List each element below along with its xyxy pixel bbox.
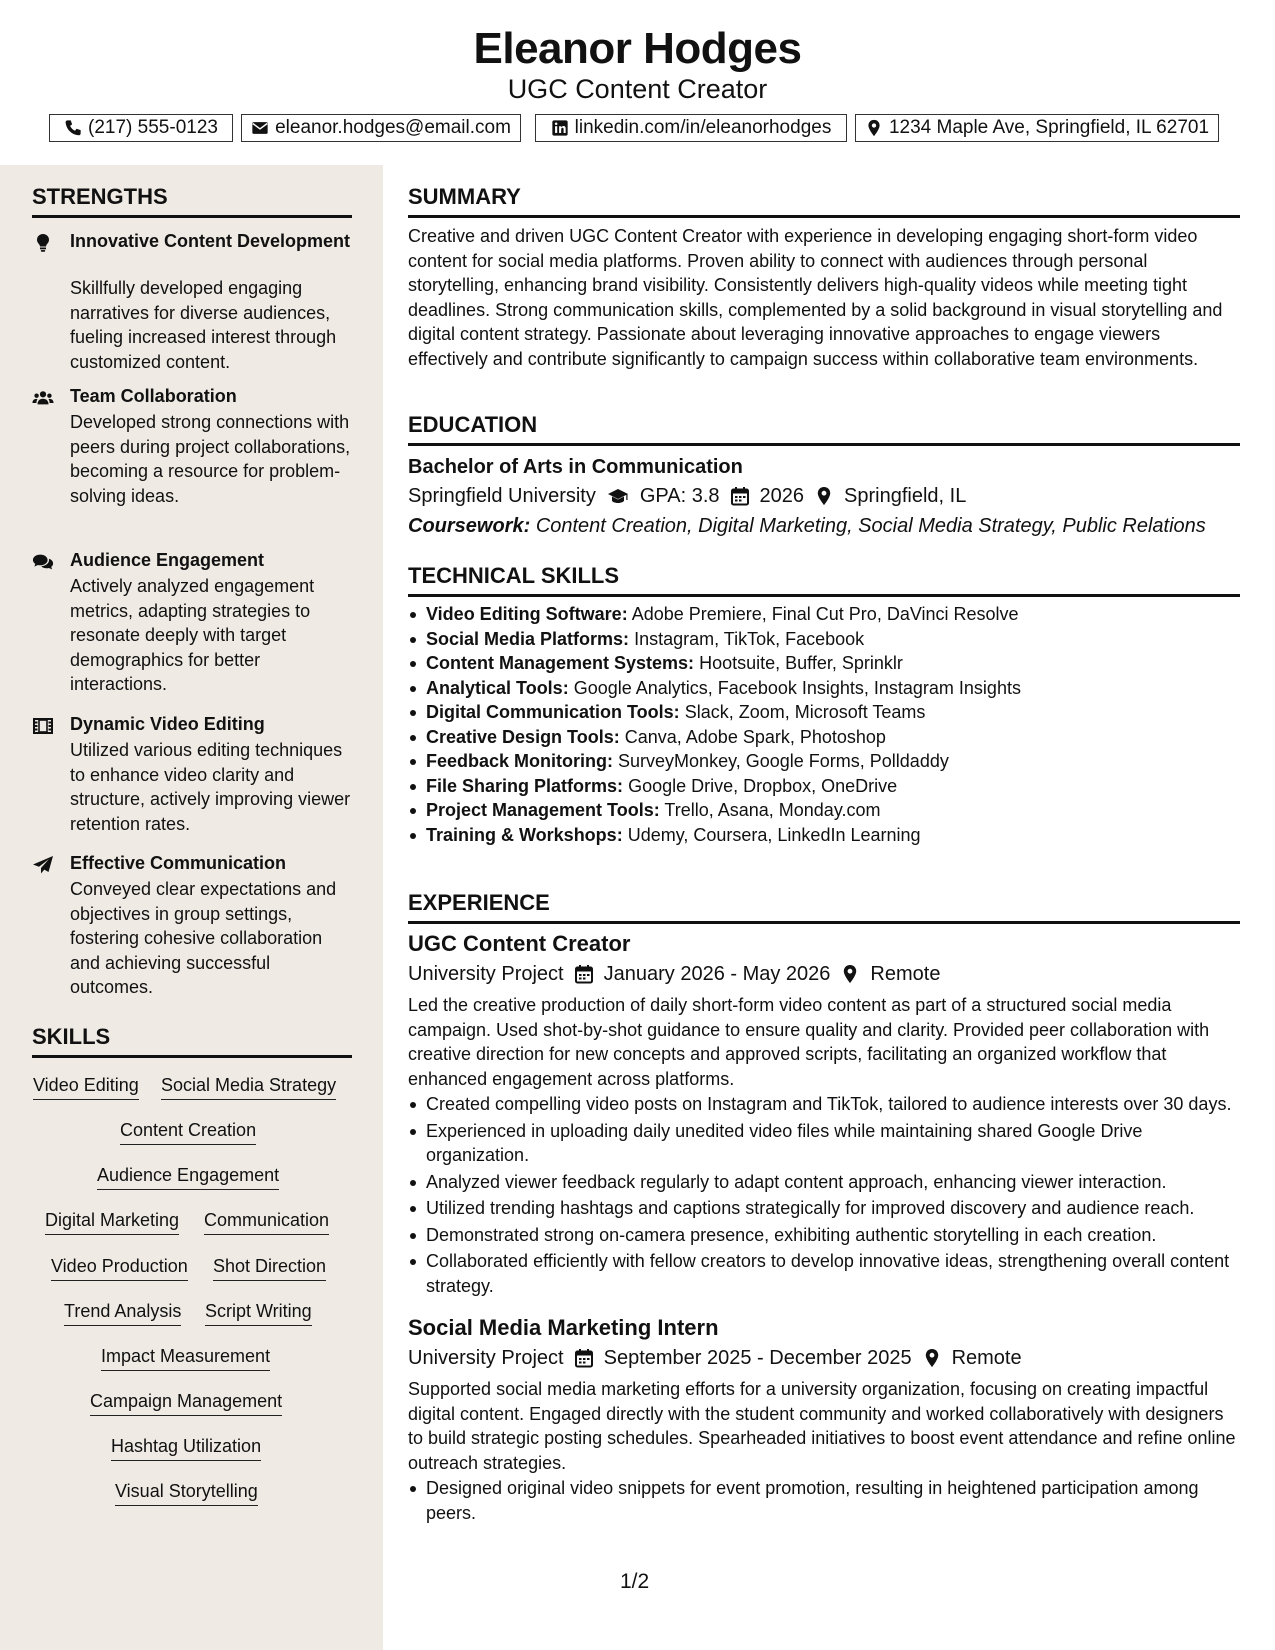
job-bullet: Utilized trending hashtags and captions strategically for improved discovery and audience reach. (426, 1196, 1240, 1221)
calendar-icon (574, 1348, 594, 1368)
graduation-year: 2026 (759, 485, 805, 507)
skill-tag: Trend Analysis (64, 1299, 181, 1326)
tech-skill-item (426, 798, 1240, 823)
strength-desc: Actively analyzed engagement metrics, adapting strategies to resonate deeply with target demographics for better interactions. (70, 576, 315, 694)
phone-icon (64, 119, 82, 137)
skills-heading: SKILLS (32, 1023, 352, 1058)
contact-address (855, 114, 1219, 142)
job-description: Led the creative production of daily short-form video content as part of a structured social media campaign. Used shot-by-shot guidance to ensure quality and clarity. Provided peer collaboration with creative direction for new concepts and approved scripts, facilitating an organized workflow that enhanced engagement across platforms. (408, 995, 1210, 1089)
tech-skill-item (426, 651, 1240, 676)
education-heading: EDUCATION (408, 411, 1240, 446)
job-entry (408, 930, 1240, 1298)
experience-heading: EXPERIENCE (408, 889, 1240, 924)
technical-skills-heading: TECHNICAL SKILLS (408, 562, 1240, 597)
job-bullet: Designed original video snippets for event promotion, resulting in heightened participation among peers. (426, 1476, 1240, 1525)
contact-linkedin[interactable] (535, 114, 847, 142)
technical-skills-section (408, 562, 1240, 847)
skill-tag: Campaign Management (90, 1389, 282, 1416)
job-dates: September 2025 - December 2025 (603, 1347, 912, 1369)
strengths-list (32, 231, 352, 997)
skill-tag: Impact Measurement (101, 1344, 270, 1371)
job-bullet: Experienced in uploading daily unedited video files while maintaining shared Google Drive organization. (426, 1119, 1240, 1168)
film-icon (32, 716, 56, 738)
skill-tag: Video Production (51, 1254, 188, 1281)
skills-section (32, 1023, 352, 1058)
tech-skill-item (426, 823, 1240, 848)
strengths-section (32, 183, 352, 218)
technical-skills-list (408, 602, 1240, 847)
job-org: University Project (408, 1347, 564, 1369)
job-entry (408, 1314, 1240, 1525)
education-meta (408, 483, 1240, 509)
strength-desc: Conveyed clear expectations and objectives in group settings, fostering cohesive collaboration and achieving successful outcomes. (70, 879, 337, 997)
tech-skill-value: Google Drive, Dropbox, OneDrive (628, 775, 898, 796)
summary-text: Creative and driven UGC Content Creator with experience in developing engaging short-form video content for social media platforms. Proven ability to connect with audiences through personal storytelling, enhancing brand visibility. Consistently delivers high-quality videos while meeting tight deadlines. Strong communication skills, complemented by a solid background in visual storytelling and digital content strategy. Passionate about leveraging innovative approaches to engage viewers effectively and contribute significantly to campaign success within collaborative team environments. (408, 226, 1223, 369)
strength-title: Dynamic Video Editing (70, 714, 265, 734)
tech-skill-value: Hootsuite, Buffer, Sprinklr (699, 653, 903, 673)
strengths-heading: STRENGTHS (32, 183, 352, 218)
phone-text: (217) 555-0123 (88, 117, 218, 138)
sidebar (0, 165, 383, 1650)
tech-skill-item (426, 676, 1240, 701)
skill-tag: Content Creation (120, 1118, 256, 1145)
coursework-list: Content Creation, Digital Marketing, Social Media Strategy, Public Relations (535, 515, 1206, 537)
strength-title: Effective Communication (70, 853, 287, 873)
contact-row (0, 114, 1275, 144)
page-number: 1/2 (620, 1570, 650, 1593)
tech-skill-item (426, 725, 1240, 750)
job-org: University Project (408, 963, 564, 985)
skill-tag: Script Writing (205, 1299, 312, 1326)
tech-skill-item (426, 700, 1240, 725)
job-bullet: Demonstrated strong on-camera presence, exhibiting authentic storytelling in each creation. (426, 1223, 1240, 1248)
tech-skill-label: Digital Communication Tools: (426, 702, 680, 722)
school-name: Springfield University (408, 485, 596, 507)
tech-skill-value: Canva, Adobe Spark, Photoshop (624, 726, 886, 747)
tech-skill-label: Creative Design Tools: (426, 726, 620, 747)
tech-skill-item (426, 602, 1240, 627)
job-location: Remote (870, 963, 941, 985)
skill-tag: Communication (204, 1208, 329, 1235)
paper-plane-icon (32, 855, 56, 877)
tech-skill-value: SurveyMonkey, Google Forms, Polldaddy (618, 751, 949, 771)
skills-list (32, 1073, 352, 1643)
skill-tag: Visual Storytelling (115, 1479, 258, 1506)
skill-tag: Audience Engagement (97, 1163, 279, 1190)
contact-phone[interactable] (49, 114, 233, 142)
tech-skill-value: Google Analytics, Facebook Insights, Instagram Insights (573, 677, 1021, 698)
job-meta (408, 1345, 1240, 1371)
strength-title: Innovative Content Development (70, 231, 351, 251)
contact-email[interactable] (241, 114, 521, 142)
candidate-name: Eleanor Hodges (473, 24, 802, 73)
tech-skill-item (426, 774, 1240, 799)
coursework-label: Coursework: (408, 515, 531, 537)
lightbulb-icon (32, 233, 56, 255)
coursework (408, 513, 1240, 539)
tech-skill-label: File Sharing Platforms: (426, 775, 624, 796)
tech-skill-label: Feedback Monitoring: (426, 751, 614, 771)
strength-title: Team Collaboration (70, 386, 237, 406)
linkedin-text: linkedin.com/in/eleanorhodges (574, 117, 832, 138)
tech-skill-value: Adobe Premiere, Final Cut Pro, DaVinci Resolve (631, 604, 1019, 624)
job-bullets (408, 1092, 1240, 1298)
location-pin-icon (922, 1348, 942, 1368)
graduation-cap-icon (606, 486, 630, 506)
users-icon (32, 388, 56, 410)
email-text: eleanor.hodges@email.com (275, 117, 511, 138)
location-pin-icon (840, 964, 860, 984)
summary-section (408, 183, 1240, 371)
gpa-text: GPA: 3.8 (639, 485, 720, 507)
skill-tag: Shot Direction (213, 1254, 326, 1281)
job-title: UGC Content Creator (408, 931, 631, 956)
degree-title: Bachelor of Arts in Communication (408, 456, 743, 478)
calendar-icon (730, 486, 750, 506)
tech-skill-value: Trello, Asana, Monday.com (664, 800, 881, 820)
skill-tag: Video Editing (33, 1073, 139, 1100)
job-meta (408, 961, 1240, 987)
job-bullet: Analyzed viewer feedback regularly to adapt content approach, enhancing viewer interaction. (426, 1170, 1240, 1195)
tech-skill-label: Content Management Systems: (426, 653, 695, 673)
location-pin-icon (865, 119, 883, 137)
tech-skill-label: Social Media Platforms: (426, 628, 630, 649)
job-bullets (408, 1476, 1240, 1525)
skill-tag: Digital Marketing (45, 1208, 179, 1235)
tech-skill-value: Instagram, TikTok, Facebook (634, 628, 865, 649)
location-pin-icon (814, 486, 834, 506)
resume-header (0, 0, 1275, 160)
job-bullet: Collaborated efficiently with fellow creators to develop innovative ideas, strengthening overall content strategy. (426, 1249, 1240, 1298)
strength-title: Audience Engagement (70, 550, 265, 570)
calendar-icon (574, 964, 594, 984)
education-section (408, 411, 1240, 539)
job-dates: January 2026 - May 2026 (603, 963, 831, 985)
skill-tag: Social Media Strategy (161, 1073, 336, 1100)
job-description: Supported social media marketing efforts for a university organization, focusing on creating impactful digital content. Engaged directly with the student community and worked collaboratively with designers to build strategic posting schedules. Spearheaded initiatives to boost event attendance and refine online outreach strategies. (408, 1379, 1236, 1473)
tech-skill-label: Video Editing Software: (426, 604, 628, 624)
summary-heading: SUMMARY (408, 183, 1240, 218)
tech-skill-label: Training & Workshops: (426, 824, 623, 845)
candidate-title: UGC Content Creator (507, 74, 768, 104)
tech-skill-item (426, 627, 1240, 652)
tech-skill-label: Project Management Tools: (426, 800, 660, 820)
job-title: Social Media Marketing Intern (408, 1315, 719, 1340)
tech-skill-value: Udemy, Coursera, LinkedIn Learning (627, 824, 921, 845)
strength-desc: Utilized various editing techniques to enhance video clarity and structure, actively improving viewer retention rates. (70, 740, 351, 834)
comments-icon (32, 552, 56, 574)
skill-tag: Hashtag Utilization (111, 1434, 261, 1461)
strength-desc: Developed strong connections with peers during project collaborations, becoming a resource for problem-solving ideas. (70, 412, 351, 506)
job-bullet: Created compelling video posts on Instagram and TikTok, tailored to audience interests over 30 days. (426, 1092, 1240, 1117)
envelope-icon (251, 119, 269, 137)
tech-skill-label: Analytical Tools: (426, 677, 569, 698)
experience-section (408, 889, 1240, 1525)
address-text: 1234 Maple Ave, Springfield, IL 62701 (888, 117, 1210, 138)
school-location: Springfield, IL (844, 485, 967, 507)
job-location: Remote (951, 1347, 1022, 1369)
linkedin-icon (551, 119, 569, 137)
tech-skill-value: Slack, Zoom, Microsoft Teams (684, 702, 926, 722)
strength-desc: Skillfully developed engaging narratives for diverse audiences, fueling increased interest through customized content. (70, 278, 337, 372)
tech-skill-item (426, 749, 1240, 774)
